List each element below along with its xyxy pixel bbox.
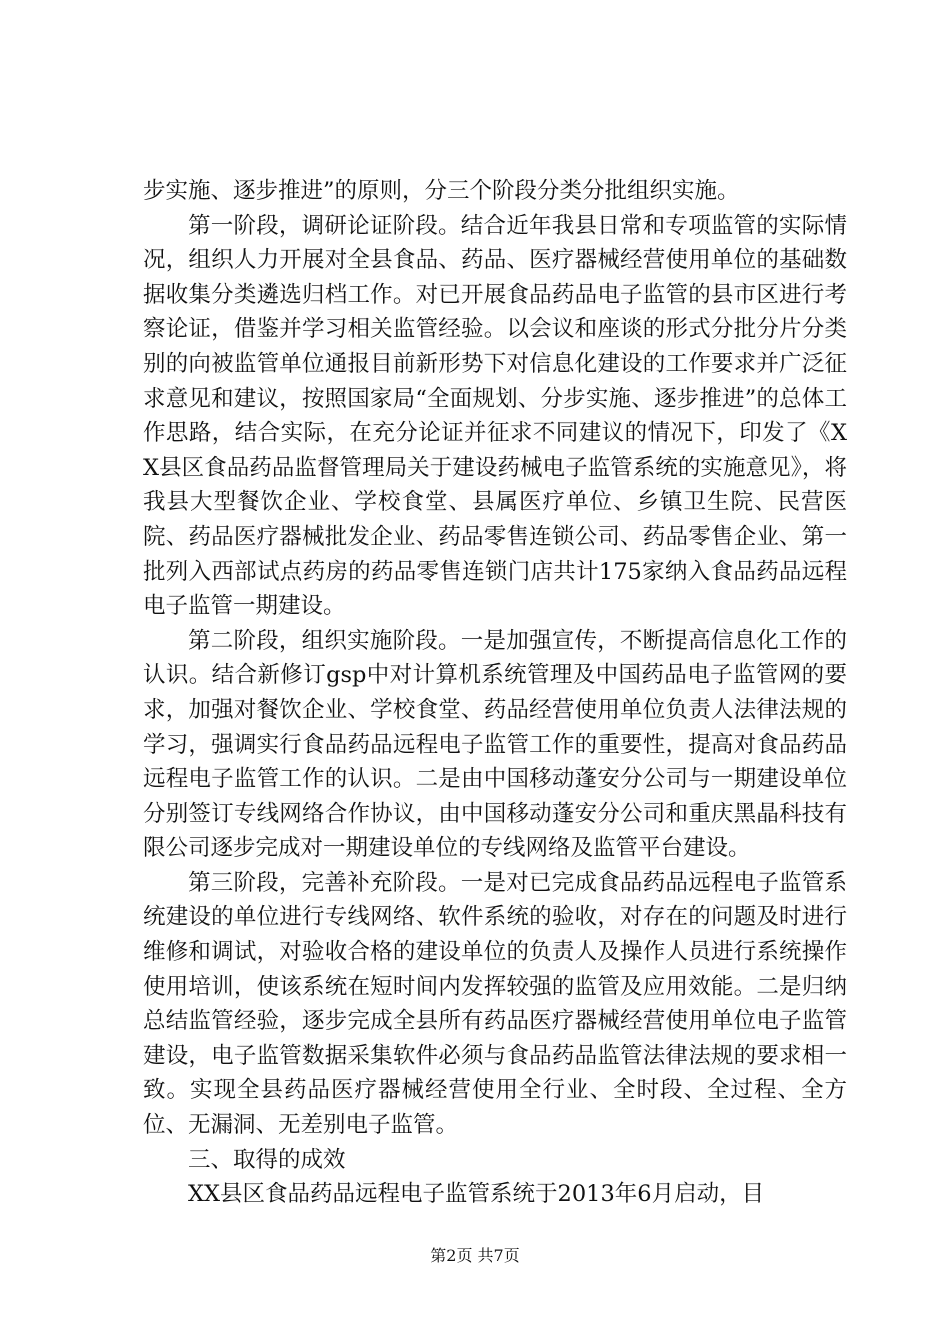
page-number-footer: 第2页 共7页: [430, 1246, 520, 1265]
paragraph-phase-two: 第二阶段，组织实施阶段。一是加强宣传，不断提高信息化工作的认识。结合新修订gsp中对计算机系统管理及中国药品电子监管网的要求，加强对餐饮企业、学校食堂、药品经营使用单位负责人法律法规的学习，强调实行食品药品远程电子监管工作的重要性，提高对食品药品远程电子监管工作的认识。二是由中国移动蓬安分公司与一期建设单位分别签订专线网络合作协议，由中国移动蓬安分公司和重庆黑晶科技有限公司逐步完成对一期建设单位的专线网络及监管平台建设。: [143, 627, 847, 862]
paragraph-results-intro: XX县区食品药品远程电子监管系统于2013年6月启动，目: [188, 1181, 765, 1208]
paragraph-continuation: 步实施、逐步推进”的原则，分三个阶段分类分批组织实施。: [143, 178, 740, 204]
document-body: [143, 174, 847, 1212]
paragraph-phase-three: 第三阶段，完善补充阶段。一是对已完成食品药品远程电子监管系统建设的单位进行专线网络、软件系统的验收，对存在的问题及时进行维修和调试，对验收合格的建设单位的负责人及操作人员进行系统操作使用培训，使该系统在短时间内发挥较强的监管及应用效能。二是归纳总结监管经验，逐步完成全县所有药品医疗器械经营使用单位电子监管建设，电子监管数据采集软件必须与食品药品监管法律法规的要求相一致。实现全县药品医疗器械经营使用全行业、全时段、全过程、全方位、无漏洞、无差别电子监管。: [143, 869, 847, 1139]
section-heading-results: 三、取得的成效: [188, 1146, 346, 1173]
paragraph-phase-one: 第一阶段，调研论证阶段。结合近年我县日常和专项监管的实际情况，组织人力开展对全县食品、药品、医疗器械经营使用单位的基础数据收集分类遴选归档工作。对已开展食品药品电子监管的县市区进行考察论证，借鉴并学习相关监管经验。以会议和座谈的形式分批分片分类别的向被监管单位通报目前新形势下对信息化建设的工作要求并广泛征求意见和建议，按照国家局“全面规划、分步实施、逐步推进”的总体工作思路，结合实际，在充分论证并征求不同建议的情况下，印发了《XX县区食品药品监督管理局关于建设药械电子监管系统的实施意见》，将我县大型餐饮企业、学校食堂、县属医疗单位、乡镇卫生院、民营医院、药品医疗器械批发企业、药品零售连锁公司、药品零售企业、第一批列入西部试点药房的药品零售连锁门店共计175家纳入食品药品远程电子监管一期建设。: [143, 212, 847, 620]
